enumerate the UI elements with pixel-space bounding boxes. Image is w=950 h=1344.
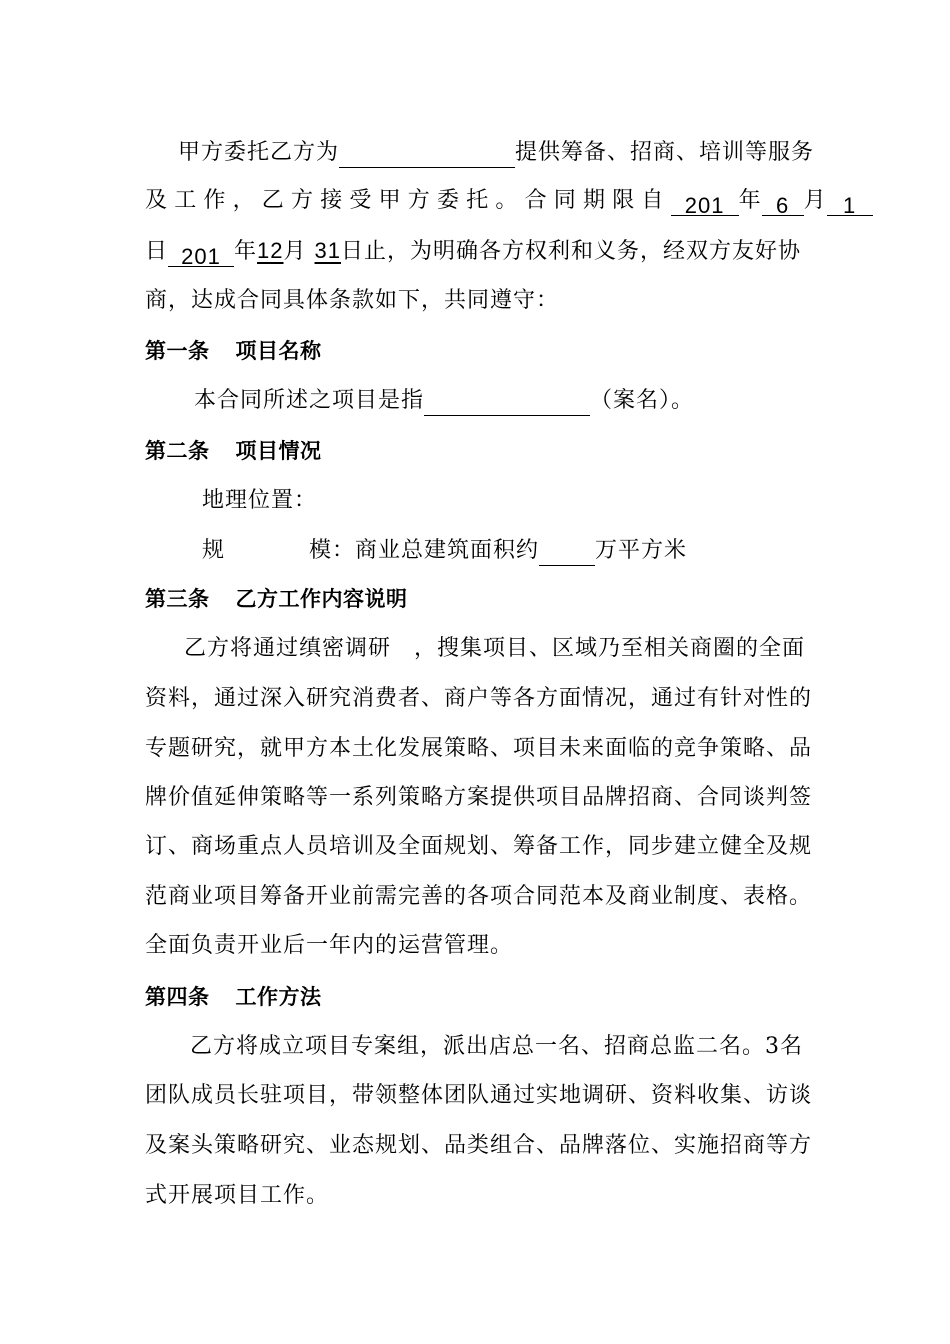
article-3-heading xyxy=(145,584,815,614)
article-1-text-b: （案名）。 xyxy=(590,388,695,413)
month-char-2: 月 xyxy=(283,239,307,264)
article-2-num: 第二条 xyxy=(145,439,210,463)
location-line xyxy=(202,486,872,516)
scale-label-2: 模：商业总建筑面积约 xyxy=(309,538,540,563)
article-3-line: 范商业项目筹备开业前需完善的各项合同范本及商业制度、表格。 xyxy=(145,884,813,909)
intro-text-1b: 提供筹备、招商、培训等服务 xyxy=(515,140,815,165)
start-day-field: 1 xyxy=(827,191,873,216)
intro-line-1 xyxy=(178,138,848,168)
intro-text-4: 商，达成合同具体条款如下，共同遵守： xyxy=(145,288,560,313)
article-4-heading xyxy=(145,982,815,1012)
article-3-title: 乙方工作内容说明 xyxy=(235,587,408,611)
scale-label-1: 规 xyxy=(202,538,226,563)
year-char-1: 年 xyxy=(738,188,762,213)
article-3-line: 订、商场重点人员培训及全面规划、筹备工作，同步建立健全及规 xyxy=(145,834,813,859)
article-4-line: 及案头策略研究、业态规划、品类组合、品牌落位、实施招商等方 xyxy=(145,1133,813,1158)
article-3-num: 第三条 xyxy=(145,587,210,611)
start-year-field: 201 xyxy=(671,191,739,216)
intro-line-2 xyxy=(145,186,857,218)
article-3-line: 牌价值延伸策略等一系列策略方案提供项目品牌招商、合同谈判签 xyxy=(145,785,813,810)
location-label: 地理位置： xyxy=(202,488,318,513)
article-2-heading xyxy=(145,436,815,466)
article-4-line: 式开展项目工作。 xyxy=(145,1183,330,1208)
article-3-line: 乙方将通过缜密调研 ，搜集项目、区域乃至相关商圈的全面 xyxy=(184,636,806,661)
intro-text-3: 日止，为明确各方权利和义务，经双方友好协 xyxy=(341,239,802,264)
article-1-body xyxy=(194,386,864,416)
day-char-1: 日 xyxy=(145,239,169,264)
project-name-blank xyxy=(424,391,590,416)
client-name-blank xyxy=(339,143,515,168)
article-1-num: 第一条 xyxy=(145,339,210,363)
year-char-2: 年 xyxy=(234,239,258,264)
area-blank xyxy=(539,541,595,566)
article-4-line: 团队成员长驻项目，带领整体团队通过实地调研、资料收集、访谈 xyxy=(145,1083,813,1108)
article-1-title: 项目名称 xyxy=(235,339,322,363)
start-month-field: 6 xyxy=(762,191,804,216)
article-4-num: 第四条 xyxy=(145,985,210,1009)
intro-text-2a: 及工作，乙方接受甲方委托。合同期限自 xyxy=(145,188,671,213)
intro-line-3 xyxy=(145,236,815,267)
end-month-field: 12 xyxy=(257,238,284,263)
article-1-text-a: 本合同所述之项目是指 xyxy=(194,388,425,413)
end-day-field: 31 xyxy=(314,238,342,263)
scale-line xyxy=(202,536,872,566)
article-4-title: 工作方法 xyxy=(235,985,322,1009)
month-char-1: 月 xyxy=(803,188,827,213)
intro-line-4 xyxy=(145,286,815,316)
article-1-heading xyxy=(145,336,815,366)
scale-unit: 万平方米 xyxy=(595,538,688,563)
intro-text-1a: 甲方委托乙方为 xyxy=(178,140,340,165)
article-3-line: 全面负责开业后一年内的运营管理。 xyxy=(145,933,514,958)
article-2-title: 项目情况 xyxy=(235,439,322,463)
article-4-line: 乙方将成立项目专案组，派出店总一名、招商总监二名。3名 xyxy=(190,1034,803,1059)
end-year-field: 201 xyxy=(168,242,234,267)
article-3-line: 专题研究，就甲方本土化发展策略、项目未来面临的竞争策略、品 xyxy=(145,736,813,761)
article-3-line: 资料，通过深入研究消费者、商户等各方面情况，通过有针对性的 xyxy=(145,686,813,711)
